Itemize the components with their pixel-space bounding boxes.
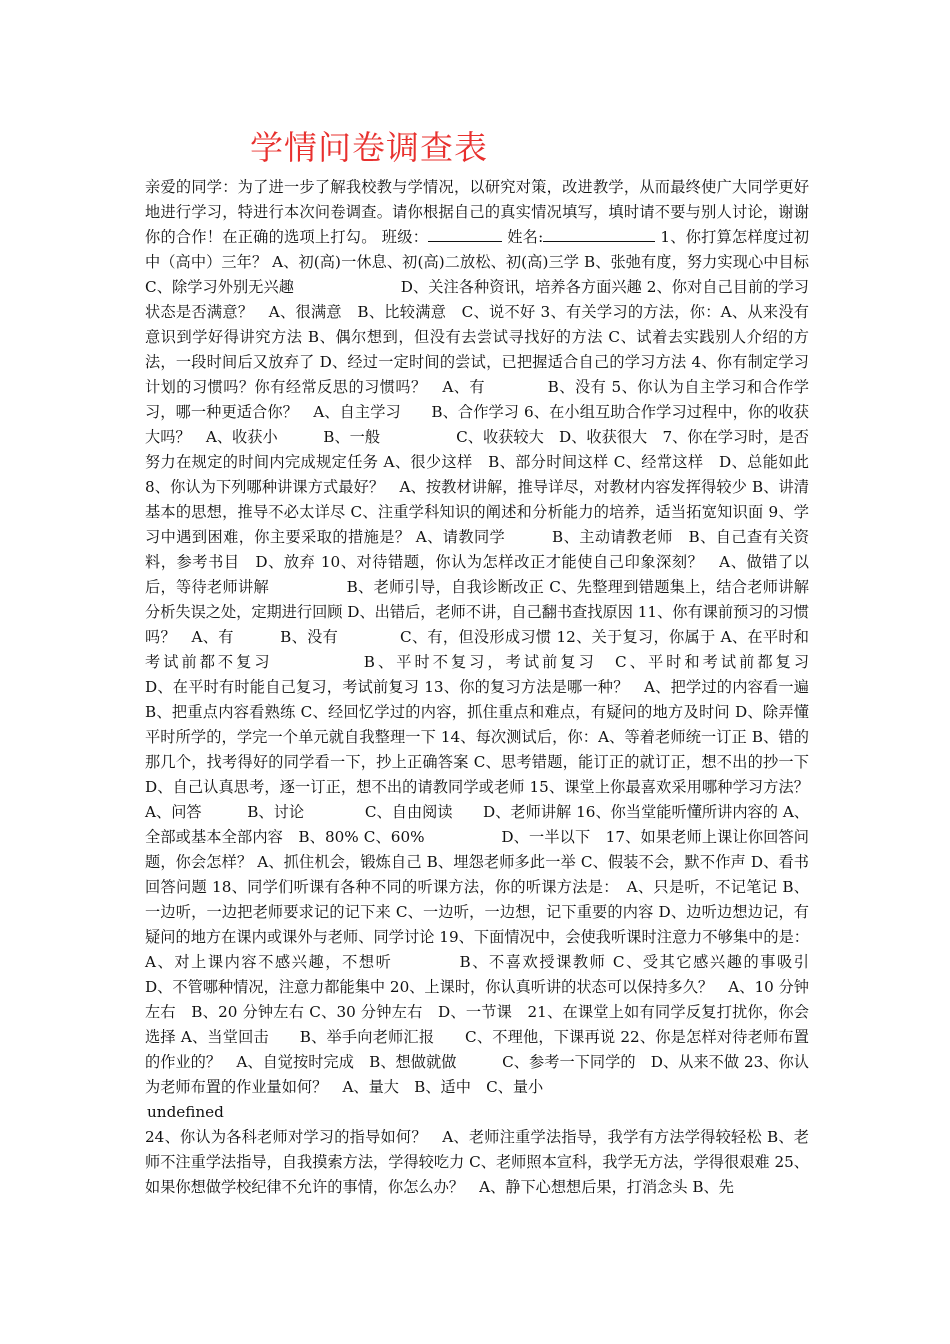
survey-body bbox=[145, 175, 916, 1200]
intro-paragraph: 亲爱的同学：为了进一步了解我校教与学情况，以研究对策，改进教学，从而最终使广大同学更好地进行学习，特进行本次问卷调查。请你根据自己的真实情况填写，填时请不要与别人讨论，谢谢你的合作！在正确的选项上打勾。 bbox=[145, 178, 809, 246]
name-label: 姓名: bbox=[507, 228, 544, 246]
document-title: 学情问卷调查表 bbox=[250, 128, 488, 167]
questions-1-to-23: 1、你打算怎样度过初中（高中）三年？ A、初(高)一休息、初(高)二放松、初(高)三学 B、张弛有度，努力实现心中目标 C、除学习外别无兴趣 D、关注各种资讯，培养各方面兴趣 2、你对自己目前的学习状态是否满意？ A、很满意 B、比较满意 C、说不好 3、有关学习的方法，你：A、从来没有意识到学好得讲究方法 B、偶尔想到，但没有去尝试寻找好的方法 C、试着去实践别人介绍的方法，一段时间后又放弃了 D、经过一定时间的尝试，已把握适合自己的学习方法 4、你有制定学习计划的习惯吗？你有经常反思的习惯吗？ A、有 B、没有 5、你认为自主学习和合作学习，哪一种更适合你？ A、自主学习 B、合作学习 6、在小组互助合作学习过程中，你的收获大吗？ A、收获小 B、一般 C、收获较大 D、收获很大 7、你在学习时，是否努力在规定的时间内完成规定任务 A、很少这样 B、部分时间这样 C、经常这样 D、总能如此 8、你认为下列哪种讲课方式最好？ A、按教材讲解，推导详尽，对教材内容发挥得较少 B、讲清基本的思想，推导不必太详尽 C、注重学科知识的阐述和分析能力的培养，适当拓宽知识面 9、学习中遇到困难，你主要采取的措施是？ A、请教同学 B、主动请教老师 B、自己查有关资料，参考书目 D、放弃 10、对待错题，你认为怎样改正才能使自己印象深刻？ A、做错了以后，等待老师讲解 B、老师引导，自我诊断改正 C、先整理到错题集上，结合老师讲解分析失误之处，定期进行回顾 D、出错后，老师不讲，自己翻书查找原因 11、你有课前预习的习惯吗？ A、有 B、没有 C、有，但没形成习惯 12、关于复习，你属于 A、在平时和考试前都不复习 B、平时不复习，考试前复习 C、平时和考试前都复习 D、在平时有时能自己复习，考试前复习 13、你的复习方法是哪一种？ A、把学过的内容看一遍 B、把重点内容看熟练 C、经回忆学过的内容，抓住重点和难点，有疑问的地方及时问 D、除弄懂平时所学的，学完一个单元就自我整理一下 14、每次测试后，你：A、等着老师统一订正 B、错的那几个，找考得好的同学看一下，抄上正确答案 C、思考错题，能订正的就订正，想不出的抄一下 D、自己认真思考，逐一订正，想不出的请教同学或老师 15、课堂上你最喜欢采用哪种学习方法？ A、问答 B、讨论 C、自由阅读 D、老师讲解 16、你当堂能听懂所讲内容的 A、全部或基本全部内容 B、80% C、60% D、一半以下 17、如果老师上课让你回答问题，你会怎样？ A、抓住机会，锻炼自己 B、埋怨老师多此一举 C、假装不会，默不作声 D、看书回答问题 18、同学们听课有各种不同的听课方法，你的听课方法是： A、只是听，不记笔记 B、一边听，一边把老师要求记的记下来 C、一边听，一边想，记下重要的内容 D、边听边想边记，有疑问的地方在课内或课外与老师、同学讨论 19、下面情况中，会使我听课时注意力不够集中的是：A、对上课内容不感兴趣，不想听 B、不喜欢授课教师 C、受其它感兴趣的事吸引 D、不管哪种情况，注意力都能集中 20、上课时，你认真听讲的状态可以保持多久？ A、10 分钟左右 B、20 分钟左右 C、30 分钟左右 D、一节课 21、在课堂上如有同学反复打扰你，你会选择 A、当堂回击 B、举手向老师汇报 C、不理他，下课再说 22、你是怎样对待老师布置的作业的？ A、自觉按时完成 B、想做就做 C、参考一下同学的 D、从来不做 23、你认为老师布置的作业量如何？ A、量大 B、适中 C、量小 bbox=[145, 228, 916, 1096]
name-blank-field[interactable] bbox=[543, 226, 655, 242]
class-blank-field[interactable] bbox=[428, 226, 502, 242]
class-label: 班级： bbox=[381, 228, 429, 246]
undefined-marker: undefined bbox=[147, 1103, 224, 1121]
questions-24-onward: 24、你认为各科老师对学习的指导如何？ A、老师注重学法指导，我学有方法学得较轻松 B、老师不注重学法指导，自我摸索方法，学得较吃力 C、老师照本宣科，我学无方法，学得很艰难 25、如果你想做学校纪律不允许的事情，你怎么办？ A、静下心想想后果，打消念头 B、先 bbox=[145, 1128, 809, 1196]
